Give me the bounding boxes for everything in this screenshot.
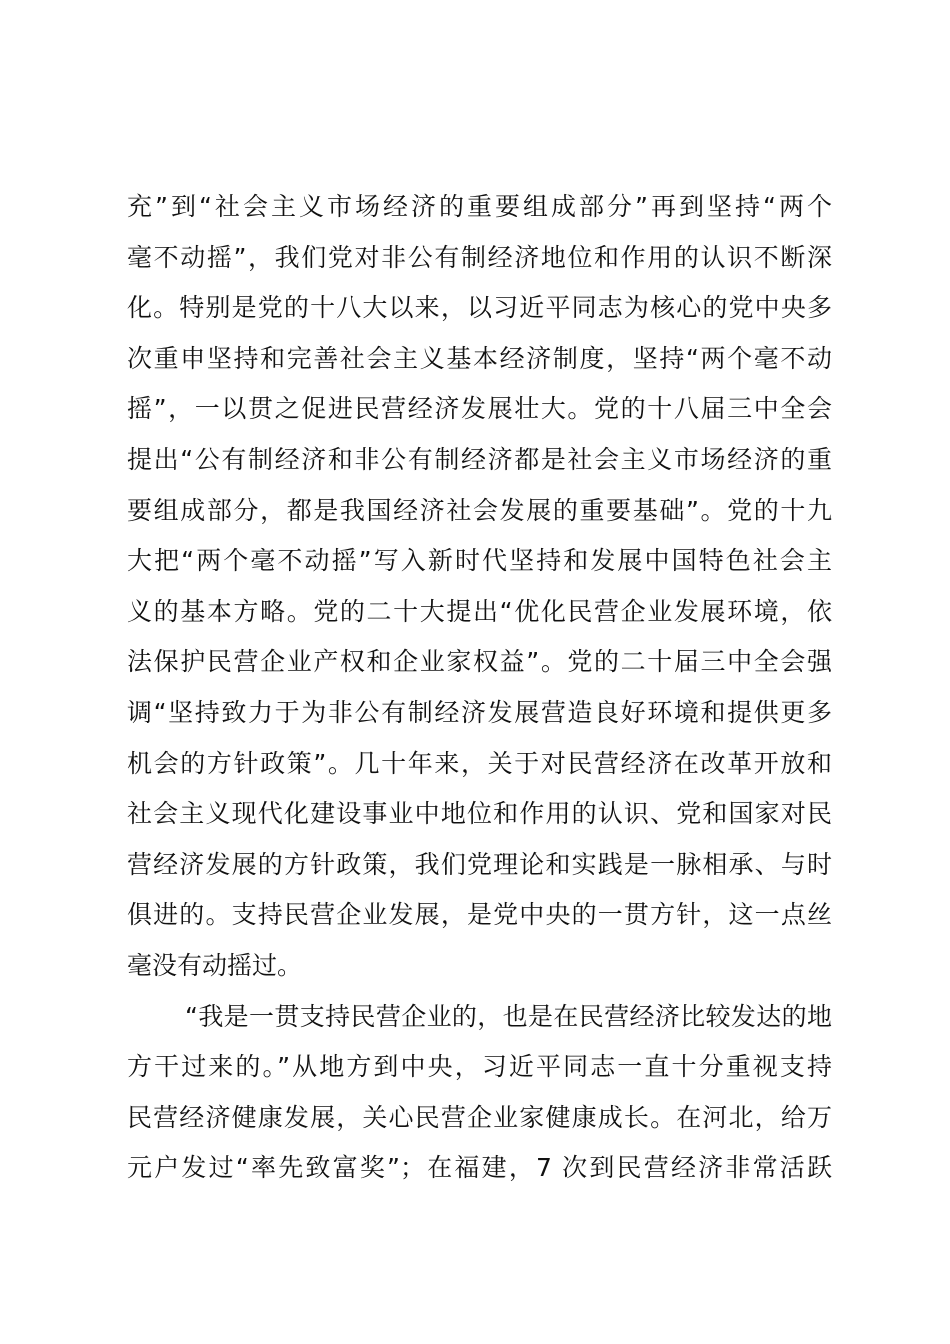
text-line: 民营经济健康发展，关心民营企业家健康成长。在河北，给万: [127, 1102, 832, 1132]
text-line: 法保护民营企业产权和企业家权益”。党的二十届三中全会强: [127, 647, 832, 677]
text-line: 要组成部分，都是我国经济社会发展的重要基础”。党的十九: [127, 495, 832, 525]
text-line: 社会主义现代化建设事业中地位和作用的认识、党和国家对民: [127, 799, 832, 829]
text-line: 化。特别是党的十八大以来，以习近平同志为核心的党中央多: [127, 293, 832, 323]
text-line: 营经济发展的方针政策，我们党理论和实践是一脉相承、与时: [127, 849, 832, 879]
text-line: 义的基本方略。党的二十大提出“优化民营企业发展环境，依: [127, 596, 832, 626]
document-body: [127, 182, 832, 1194]
text-line: 调“坚持致力于为非公有制经济发展营造良好环境和提供更多: [127, 697, 832, 727]
paragraph-2: [127, 992, 832, 1194]
text-line: 摇”，一以贯之促进民营经济发展壮大。党的十八届三中全会: [127, 394, 832, 424]
text-line: 毫没有动摇过。: [127, 950, 303, 980]
text-line: 机会的方针政策”。几十年来，关于对民营经济在改革开放和: [127, 748, 832, 778]
text-line: 毫不动摇”，我们党对非公有制经济地位和作用的认识不断深: [127, 242, 832, 272]
text-line: “我是一贯支持民营企业的，也是在民营经济比较发达的地: [185, 1001, 832, 1031]
text-line: 俱进的。支持民营企业发展，是党中央的一贯方针，这一点丝: [127, 900, 832, 930]
text-line: 方干过来的。”从地方到中央，习近平同志一直十分重视支持: [127, 1052, 832, 1082]
paragraph-1: [127, 182, 832, 992]
text-line: 提出“公有制经济和非公有制经济都是社会主义市场经济的重: [127, 444, 832, 474]
text-line: 元户发过“率先致富奖”；在福建，7 次到民营经济非常活跃: [127, 1153, 832, 1183]
text-line: 大把“两个毫不动摇”写入新时代坚持和发展中国特色社会主: [127, 546, 832, 576]
text-line: 充”到“社会主义市场经济的重要组成部分”再到坚持“两个: [127, 192, 832, 221]
text-line: 次重申坚持和完善社会主义基本经济制度，坚持“两个毫不动: [127, 343, 832, 373]
